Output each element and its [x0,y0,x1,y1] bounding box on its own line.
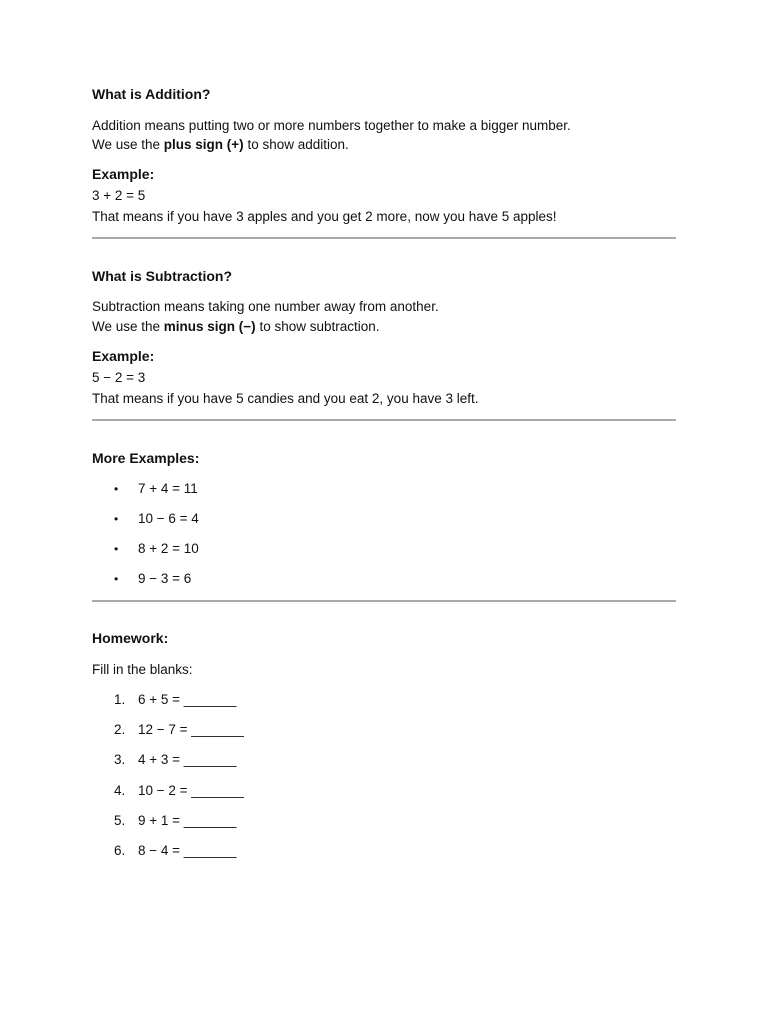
example-equation: 8 + 2 = 10 [138,541,199,556]
item-number: 3. [114,752,126,767]
item-number: 5. [114,813,126,828]
item-number: 6. [114,843,126,858]
addition-example-label: Example: [92,166,155,182]
item-number: 1. [114,692,126,707]
addition-sign-line [92,136,349,154]
bullet-icon: • [114,482,119,496]
plus-sign-term: plus sign (+) [163,137,244,152]
bullet-icon: • [114,512,119,526]
example-equation: 7 + 4 = 11 [138,481,198,496]
homework-problem: 9 + 1 = _______ [138,813,237,828]
homework-heading: Homework: [92,630,169,646]
homework-instructions: Fill in the blanks: [92,662,193,677]
subtraction-heading: What is Subtraction? [92,268,232,284]
section-divider [92,419,676,421]
subtraction-example-text: That means if you have 5 candies and you eat 2, you have 3 left. [92,391,479,406]
homework-problem: 8 − 4 = _______ [138,843,237,858]
subtraction-sign-suffix: to show subtraction. [255,319,380,334]
bullet-icon: • [114,572,119,586]
homework-problem: 4 + 3 = _______ [138,752,237,767]
item-number: 2. [114,722,126,737]
example-equation: 10 − 6 = 4 [138,511,199,526]
homework-problem: 12 − 7 = _______ [138,722,244,737]
item-number: 4. [114,783,126,798]
subtraction-definition: Subtraction means taking one number away from another. [92,299,439,314]
addition-heading: What is Addition? [92,86,211,102]
addition-sign-prefix: We use the [92,137,164,152]
addition-sign-suffix: to show addition. [243,137,349,152]
example-equation: 9 − 3 = 6 [138,571,192,586]
bullet-icon: • [114,542,119,556]
subtraction-example-label: Example: [92,348,155,364]
section-divider [92,237,676,239]
more-examples-heading: More Examples: [92,450,200,466]
addition-definition: Addition means putting two or more numbers together to make a bigger number. [92,118,571,133]
subtraction-sign-line [92,318,380,336]
subtraction-example-equation: 5 − 2 = 3 [92,370,146,385]
section-divider [92,600,676,602]
homework-problem: 6 + 5 = _______ [138,692,237,707]
minus-sign-term: minus sign (−) [163,319,256,334]
addition-example-text: That means if you have 3 apples and you get 2 more, now you have 5 apples! [92,209,557,224]
addition-example-equation: 3 + 2 = 5 [92,188,146,203]
homework-problem: 10 − 2 = _______ [138,783,244,798]
subtraction-sign-prefix: We use the [92,319,164,334]
